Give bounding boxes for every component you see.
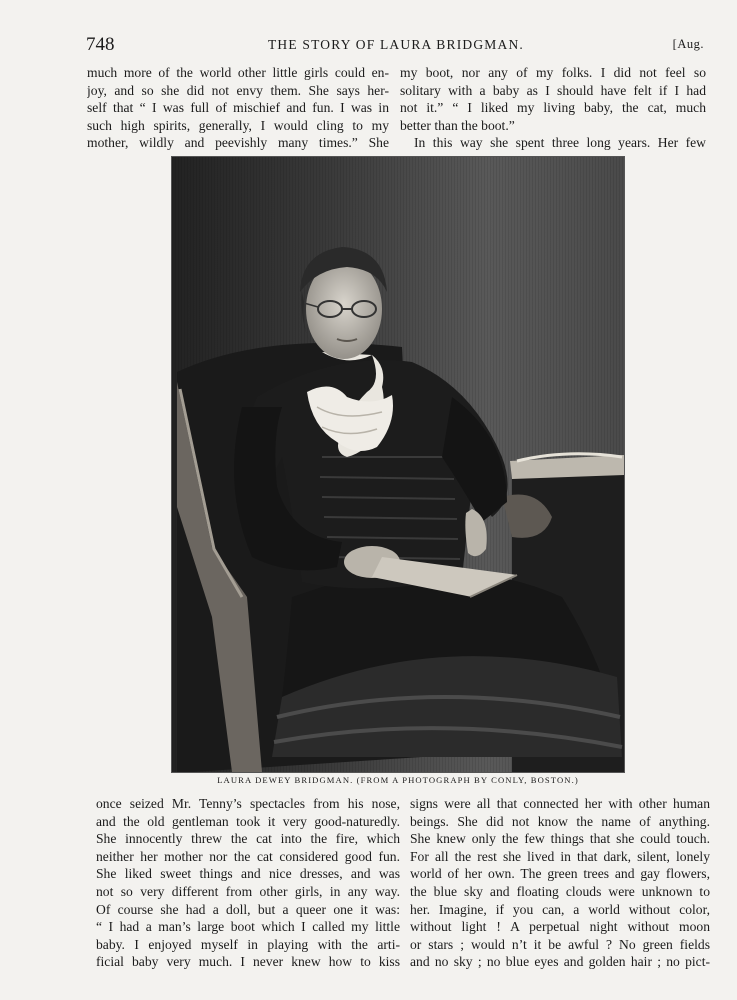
text-line: or stars ; would n’t it be awful ? No green fields [410,936,710,952]
text-line: She liked sweet things and nice dresses, and was [96,866,400,882]
text-line: the blue sky and floating clouds were unknown to [410,883,710,899]
text-line: not so very different from other girls, in any way. [96,883,400,899]
header-month: [Aug. [672,37,704,51]
illustration-caption: LAURA DEWEY BRIDGMAN. (FROM A PHOTOGRAPH BY CONLY, BOSTON.) [217,775,579,785]
text-line: solitary with a baby as I should have felt if I had [400,82,706,98]
text-line: without light ! A perpetual night without moon [410,919,710,935]
text-line: joy, and so she did not envy them. She says her- [87,82,389,98]
text-line: and no sky ; no blue eyes and golden hair ; no pict- [410,954,710,970]
text-line: neither her mother nor the cat considered good fun. [96,848,400,864]
text-line: better than the boot.” [400,117,515,133]
text-line: my boot, nor any of my folks. I did not feel so [400,65,706,80]
page-header [86,34,706,58]
text-line: beings. She did not know the name of anything. [410,813,710,829]
text-line: In this way she spent three long years. Her few [414,135,706,151]
text-line: and the old gentleman took it very good-naturedly. [96,813,400,829]
text-line: She knew only the few things that she could touch. [410,831,710,847]
text-line: much more of the world other little girls could en- [87,65,389,80]
text-line: For all the rest she lived in that dark, silent, lonely [410,848,710,864]
text-line: baby. I enjoyed myself in playing with the arti- [96,936,400,952]
top-left-column [87,64,389,152]
text-line: ficial baby very much. I never knew how to kiss [96,954,400,970]
text-line: world of her own. The green trees and gay flowers, [410,866,710,882]
text-line: signs were all that connected her with other human [410,796,710,811]
bottom-left-column [96,795,400,971]
top-right-column [400,64,706,152]
text-line: mother, wildly and peevishly many times.” She [87,135,389,151]
text-line: not it.” “ I liked my living baby, the cat, much [400,100,706,116]
text-line: self that “ I was full of mischief and fun. I was in [87,100,389,116]
text-line: “ I had a man’s large boot which I called my little [96,919,400,935]
page-number: 748 [86,34,115,55]
text-line: such high spirits, generally, I would cling to my [87,117,389,133]
portrait-illustration [172,157,624,772]
text-line: her. Imagine, if you can, a world without color, [410,901,710,917]
text-line: She innocently threw the cat into the fire, which [96,831,400,847]
text-line: Of course she had a doll, but a queer one it was: [96,901,400,917]
bottom-right-column [410,795,710,971]
text-line: once seized Mr. Tenny’s spectacles from his nose, [96,796,400,811]
portrait-engraving [171,156,625,773]
running-title: THE STORY OF LAURA BRIDGMAN. [267,37,524,52]
